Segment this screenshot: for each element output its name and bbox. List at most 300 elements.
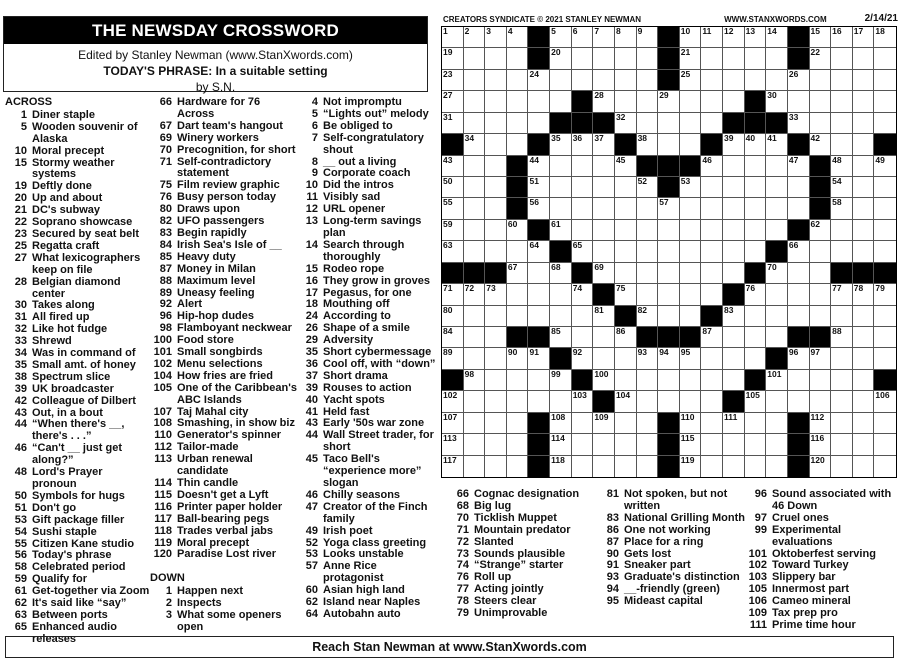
grid-cell[interactable] — [615, 434, 637, 455]
grid-cell[interactable] — [528, 391, 550, 412]
grid-cell[interactable] — [442, 413, 464, 434]
grid-cell[interactable] — [810, 413, 832, 434]
grid-cell[interactable] — [637, 263, 659, 284]
grid-cell[interactable] — [615, 220, 637, 241]
grid-cell[interactable] — [766, 156, 788, 177]
grid-cell[interactable] — [831, 327, 853, 348]
grid-cell[interactable] — [723, 156, 745, 177]
grid-cell[interactable] — [507, 391, 529, 412]
grid-cell[interactable] — [745, 177, 767, 198]
grid-cell[interactable] — [766, 370, 788, 391]
grid-cell[interactable] — [831, 91, 853, 112]
grid-cell[interactable] — [464, 134, 486, 155]
grid-cell[interactable] — [550, 198, 572, 219]
grid-cell[interactable] — [745, 327, 767, 348]
grid-cell[interactable] — [810, 284, 832, 305]
grid-cell[interactable] — [831, 27, 853, 48]
grid-cell[interactable] — [766, 434, 788, 455]
grid-cell[interactable] — [507, 220, 529, 241]
grid-cell[interactable] — [701, 348, 723, 369]
grid-cell[interactable] — [572, 456, 594, 477]
grid-cell[interactable] — [831, 306, 853, 327]
grid-cell[interactable] — [615, 327, 637, 348]
grid-cell[interactable] — [723, 348, 745, 369]
grid-cell[interactable] — [464, 370, 486, 391]
grid-cell[interactable] — [680, 134, 702, 155]
grid-cell[interactable] — [615, 241, 637, 262]
grid-cell[interactable] — [831, 456, 853, 477]
grid-cell[interactable] — [615, 348, 637, 369]
grid-cell[interactable] — [680, 70, 702, 91]
grid-cell[interactable] — [485, 284, 507, 305]
grid-cell[interactable] — [485, 48, 507, 69]
grid-cell[interactable] — [853, 306, 875, 327]
grid-cell[interactable] — [810, 263, 832, 284]
grid-cell[interactable] — [766, 306, 788, 327]
grid-cell[interactable] — [788, 70, 810, 91]
grid-cell[interactable] — [637, 370, 659, 391]
grid-cell[interactable] — [572, 48, 594, 69]
grid-cell[interactable] — [485, 413, 507, 434]
grid-cell[interactable] — [593, 306, 615, 327]
grid-cell[interactable] — [874, 327, 896, 348]
grid-cell[interactable] — [723, 220, 745, 241]
grid-cell[interactable] — [766, 48, 788, 69]
grid-cell[interactable] — [831, 434, 853, 455]
grid-cell[interactable] — [658, 284, 680, 305]
grid-cell[interactable] — [593, 70, 615, 91]
grid-cell[interactable] — [593, 456, 615, 477]
grid-cell[interactable] — [550, 220, 572, 241]
grid-cell[interactable] — [485, 27, 507, 48]
grid-cell[interactable] — [637, 27, 659, 48]
grid-cell[interactable] — [658, 241, 680, 262]
grid-cell[interactable] — [485, 220, 507, 241]
grid-cell[interactable] — [766, 391, 788, 412]
grid-cell[interactable] — [853, 198, 875, 219]
grid-cell[interactable] — [637, 306, 659, 327]
grid-cell[interactable] — [615, 91, 637, 112]
grid-cell[interactable] — [442, 27, 464, 48]
grid-cell[interactable] — [615, 113, 637, 134]
grid-cell[interactable] — [464, 456, 486, 477]
grid-cell[interactable] — [550, 48, 572, 69]
grid-cell[interactable] — [658, 263, 680, 284]
grid-cell[interactable] — [442, 48, 464, 69]
grid-cell[interactable] — [810, 370, 832, 391]
grid-cell[interactable] — [831, 413, 853, 434]
grid-cell[interactable] — [485, 241, 507, 262]
grid-cell[interactable] — [701, 91, 723, 112]
grid-cell[interactable] — [507, 284, 529, 305]
grid-cell[interactable] — [485, 370, 507, 391]
grid-cell[interactable] — [853, 220, 875, 241]
grid-cell[interactable] — [528, 241, 550, 262]
grid-cell[interactable] — [853, 413, 875, 434]
grid-cell[interactable] — [593, 413, 615, 434]
grid-cell[interactable] — [874, 70, 896, 91]
grid-cell[interactable] — [572, 134, 594, 155]
grid-cell[interactable] — [723, 198, 745, 219]
grid-cell[interactable] — [550, 306, 572, 327]
grid-cell[interactable] — [680, 306, 702, 327]
grid-cell[interactable] — [464, 241, 486, 262]
grid-cell[interactable] — [658, 348, 680, 369]
grid-cell[interactable] — [831, 284, 853, 305]
grid-cell[interactable] — [723, 370, 745, 391]
grid-cell[interactable] — [572, 434, 594, 455]
grid-cell[interactable] — [766, 456, 788, 477]
grid-cell[interactable] — [593, 348, 615, 369]
grid-cell[interactable] — [593, 134, 615, 155]
grid-cell[interactable] — [701, 456, 723, 477]
grid-cell[interactable] — [831, 391, 853, 412]
grid-cell[interactable] — [485, 327, 507, 348]
grid-cell[interactable] — [680, 91, 702, 112]
grid-cell[interactable] — [701, 284, 723, 305]
grid-cell[interactable] — [442, 456, 464, 477]
grid-cell[interactable] — [507, 263, 529, 284]
grid-cell[interactable] — [572, 156, 594, 177]
grid-cell[interactable] — [853, 348, 875, 369]
grid-cell[interactable] — [810, 391, 832, 412]
grid-cell[interactable] — [788, 306, 810, 327]
grid-cell[interactable] — [442, 177, 464, 198]
grid-cell[interactable] — [485, 156, 507, 177]
grid-cell[interactable] — [528, 113, 550, 134]
grid-cell[interactable] — [831, 156, 853, 177]
grid-cell[interactable] — [701, 70, 723, 91]
grid-cell[interactable] — [831, 70, 853, 91]
grid-cell[interactable] — [745, 156, 767, 177]
grid-cell[interactable] — [701, 198, 723, 219]
grid-cell[interactable] — [572, 198, 594, 219]
grid-cell[interactable] — [528, 348, 550, 369]
grid-cell[interactable] — [658, 391, 680, 412]
grid-cell[interactable] — [701, 241, 723, 262]
grid-cell[interactable] — [637, 434, 659, 455]
grid-cell[interactable] — [464, 391, 486, 412]
grid-cell[interactable] — [572, 177, 594, 198]
grid-cell[interactable] — [701, 177, 723, 198]
grid-cell[interactable] — [853, 48, 875, 69]
grid-cell[interactable] — [766, 220, 788, 241]
grid-cell[interactable] — [528, 91, 550, 112]
grid-cell[interactable] — [745, 134, 767, 155]
grid-cell[interactable] — [658, 306, 680, 327]
grid-cell[interactable] — [874, 48, 896, 69]
grid-cell[interactable] — [442, 113, 464, 134]
grid-cell[interactable] — [550, 263, 572, 284]
grid-cell[interactable] — [485, 306, 507, 327]
grid-cell[interactable] — [442, 70, 464, 91]
grid-cell[interactable] — [745, 284, 767, 305]
grid-cell[interactable] — [853, 70, 875, 91]
grid-cell[interactable] — [658, 91, 680, 112]
grid-cell[interactable] — [485, 91, 507, 112]
grid-cell[interactable] — [810, 456, 832, 477]
grid-cell[interactable] — [723, 134, 745, 155]
grid-cell[interactable] — [528, 177, 550, 198]
grid-cell[interactable] — [572, 284, 594, 305]
grid-cell[interactable] — [874, 156, 896, 177]
grid-cell[interactable] — [874, 113, 896, 134]
grid-cell[interactable] — [766, 263, 788, 284]
grid-cell[interactable] — [745, 241, 767, 262]
grid-cell[interactable] — [723, 434, 745, 455]
grid-cell[interactable] — [788, 198, 810, 219]
grid-cell[interactable] — [572, 413, 594, 434]
grid-cell[interactable] — [810, 241, 832, 262]
grid-cell[interactable] — [637, 456, 659, 477]
grid-cell[interactable] — [528, 156, 550, 177]
grid-cell[interactable] — [442, 327, 464, 348]
grid-cell[interactable] — [766, 177, 788, 198]
grid-cell[interactable] — [615, 27, 637, 48]
grid-cell[interactable] — [637, 91, 659, 112]
grid-cell[interactable] — [615, 156, 637, 177]
grid-cell[interactable] — [874, 284, 896, 305]
grid-cell[interactable] — [745, 413, 767, 434]
grid-cell[interactable] — [485, 113, 507, 134]
grid-cell[interactable] — [507, 241, 529, 262]
grid-cell[interactable] — [464, 327, 486, 348]
grid-cell[interactable] — [680, 284, 702, 305]
grid-cell[interactable] — [874, 220, 896, 241]
grid-cell[interactable] — [723, 27, 745, 48]
grid-cell[interactable] — [507, 348, 529, 369]
grid-cell[interactable] — [550, 456, 572, 477]
grid-cell[interactable] — [615, 370, 637, 391]
grid-cell[interactable] — [723, 91, 745, 112]
grid-cell[interactable] — [766, 91, 788, 112]
grid-cell[interactable] — [853, 434, 875, 455]
grid-cell[interactable] — [766, 134, 788, 155]
grid-cell[interactable] — [550, 327, 572, 348]
grid-cell[interactable] — [464, 156, 486, 177]
grid-cell[interactable] — [680, 263, 702, 284]
grid-cell[interactable] — [831, 220, 853, 241]
grid-cell[interactable] — [593, 156, 615, 177]
grid-cell[interactable] — [745, 456, 767, 477]
grid-cell[interactable] — [658, 220, 680, 241]
grid-cell[interactable] — [507, 434, 529, 455]
grid-cell[interactable] — [637, 241, 659, 262]
grid-cell[interactable] — [615, 48, 637, 69]
grid-cell[interactable] — [680, 456, 702, 477]
grid-cell[interactable] — [788, 91, 810, 112]
grid-cell[interactable] — [874, 434, 896, 455]
grid-cell[interactable] — [831, 198, 853, 219]
grid-cell[interactable] — [853, 284, 875, 305]
grid-cell[interactable] — [831, 241, 853, 262]
grid-cell[interactable] — [593, 91, 615, 112]
grid-cell[interactable] — [680, 434, 702, 455]
grid-cell[interactable] — [637, 348, 659, 369]
grid-cell[interactable] — [507, 113, 529, 134]
grid-cell[interactable] — [442, 348, 464, 369]
grid-cell[interactable] — [766, 327, 788, 348]
grid-cell[interactable] — [550, 134, 572, 155]
grid-cell[interactable] — [485, 134, 507, 155]
grid-cell[interactable] — [637, 113, 659, 134]
grid-cell[interactable] — [507, 27, 529, 48]
grid-cell[interactable] — [615, 70, 637, 91]
grid-cell[interactable] — [788, 177, 810, 198]
crossword-grid[interactable] — [441, 26, 897, 478]
grid-cell[interactable] — [766, 70, 788, 91]
grid-cell[interactable] — [615, 284, 637, 305]
grid-cell[interactable] — [745, 27, 767, 48]
grid-cell[interactable] — [593, 434, 615, 455]
grid-cell[interactable] — [745, 70, 767, 91]
grid-cell[interactable] — [680, 241, 702, 262]
grid-cell[interactable] — [874, 391, 896, 412]
grid-cell[interactable] — [572, 70, 594, 91]
grid-cell[interactable] — [723, 177, 745, 198]
grid-cell[interactable] — [788, 391, 810, 412]
grid-cell[interactable] — [464, 306, 486, 327]
grid-cell[interactable] — [658, 370, 680, 391]
grid-cell[interactable] — [874, 348, 896, 369]
grid-cell[interactable] — [550, 284, 572, 305]
grid-cell[interactable] — [637, 198, 659, 219]
grid-cell[interactable] — [550, 413, 572, 434]
grid-cell[interactable] — [810, 434, 832, 455]
grid-cell[interactable] — [701, 220, 723, 241]
grid-cell[interactable] — [680, 177, 702, 198]
grid-cell[interactable] — [615, 198, 637, 219]
grid-cell[interactable] — [810, 348, 832, 369]
grid-cell[interactable] — [831, 348, 853, 369]
grid-cell[interactable] — [593, 370, 615, 391]
grid-cell[interactable] — [810, 70, 832, 91]
grid-cell[interactable] — [874, 306, 896, 327]
grid-cell[interactable] — [637, 70, 659, 91]
grid-cell[interactable] — [572, 391, 594, 412]
grid-cell[interactable] — [680, 370, 702, 391]
grid-cell[interactable] — [788, 156, 810, 177]
grid-cell[interactable] — [528, 370, 550, 391]
grid-cell[interactable] — [485, 177, 507, 198]
grid-cell[interactable] — [701, 413, 723, 434]
grid-cell[interactable] — [442, 241, 464, 262]
grid-cell[interactable] — [831, 48, 853, 69]
grid-cell[interactable] — [701, 156, 723, 177]
grid-cell[interactable] — [572, 306, 594, 327]
grid-cell[interactable] — [464, 70, 486, 91]
grid-cell[interactable] — [442, 156, 464, 177]
grid-cell[interactable] — [572, 327, 594, 348]
grid-cell[interactable] — [550, 434, 572, 455]
grid-cell[interactable] — [853, 113, 875, 134]
grid-cell[interactable] — [593, 27, 615, 48]
grid-cell[interactable] — [853, 391, 875, 412]
grid-cell[interactable] — [658, 113, 680, 134]
grid-cell[interactable] — [637, 220, 659, 241]
grid-cell[interactable] — [550, 370, 572, 391]
grid-cell[interactable] — [745, 48, 767, 69]
grid-cell[interactable] — [766, 413, 788, 434]
grid-cell[interactable] — [507, 134, 529, 155]
grid-cell[interactable] — [853, 91, 875, 112]
grid-cell[interactable] — [874, 413, 896, 434]
grid-cell[interactable] — [831, 113, 853, 134]
grid-cell[interactable] — [615, 177, 637, 198]
grid-cell[interactable] — [637, 48, 659, 69]
grid-cell[interactable] — [464, 27, 486, 48]
grid-cell[interactable] — [853, 156, 875, 177]
grid-cell[interactable] — [788, 241, 810, 262]
grid-cell[interactable] — [507, 370, 529, 391]
grid-cell[interactable] — [874, 241, 896, 262]
grid-cell[interactable] — [507, 91, 529, 112]
grid-cell[interactable] — [572, 348, 594, 369]
grid-cell[interactable] — [745, 434, 767, 455]
grid-cell[interactable] — [593, 241, 615, 262]
grid-cell[interactable] — [701, 27, 723, 48]
grid-cell[interactable] — [637, 391, 659, 412]
grid-cell[interactable] — [788, 284, 810, 305]
grid-cell[interactable] — [528, 306, 550, 327]
grid-cell[interactable] — [464, 220, 486, 241]
grid-cell[interactable] — [637, 134, 659, 155]
grid-cell[interactable] — [593, 220, 615, 241]
grid-cell[interactable] — [464, 198, 486, 219]
grid-cell[interactable] — [528, 263, 550, 284]
grid-cell[interactable] — [507, 413, 529, 434]
grid-cell[interactable] — [485, 348, 507, 369]
grid-cell[interactable] — [528, 198, 550, 219]
grid-cell[interactable] — [658, 134, 680, 155]
grid-cell[interactable] — [723, 456, 745, 477]
grid-cell[interactable] — [593, 198, 615, 219]
grid-cell[interactable] — [701, 327, 723, 348]
grid-cell[interactable] — [550, 91, 572, 112]
grid-cell[interactable] — [810, 220, 832, 241]
grid-cell[interactable] — [766, 284, 788, 305]
grid-cell[interactable] — [680, 198, 702, 219]
grid-cell[interactable] — [637, 413, 659, 434]
grid-cell[interactable] — [810, 306, 832, 327]
grid-cell[interactable] — [788, 370, 810, 391]
grid-cell[interactable] — [572, 241, 594, 262]
grid-cell[interactable] — [745, 198, 767, 219]
grid-cell[interactable] — [550, 27, 572, 48]
grid-cell[interactable] — [831, 134, 853, 155]
grid-cell[interactable] — [723, 413, 745, 434]
grid-cell[interactable] — [745, 220, 767, 241]
grid-cell[interactable] — [853, 27, 875, 48]
grid-cell[interactable] — [701, 113, 723, 134]
grid-cell[interactable] — [485, 198, 507, 219]
grid-cell[interactable] — [874, 198, 896, 219]
grid-cell[interactable] — [874, 177, 896, 198]
grid-cell[interactable] — [766, 27, 788, 48]
grid-cell[interactable] — [680, 27, 702, 48]
grid-cell[interactable] — [680, 113, 702, 134]
grid-cell[interactable] — [464, 113, 486, 134]
grid-cell[interactable] — [442, 306, 464, 327]
grid-cell[interactable] — [810, 48, 832, 69]
grid-cell[interactable] — [723, 327, 745, 348]
grid-cell[interactable] — [593, 177, 615, 198]
grid-cell[interactable] — [810, 134, 832, 155]
grid-cell[interactable] — [464, 413, 486, 434]
grid-cell[interactable] — [680, 391, 702, 412]
grid-cell[interactable] — [507, 48, 529, 69]
grid-cell[interactable] — [464, 91, 486, 112]
